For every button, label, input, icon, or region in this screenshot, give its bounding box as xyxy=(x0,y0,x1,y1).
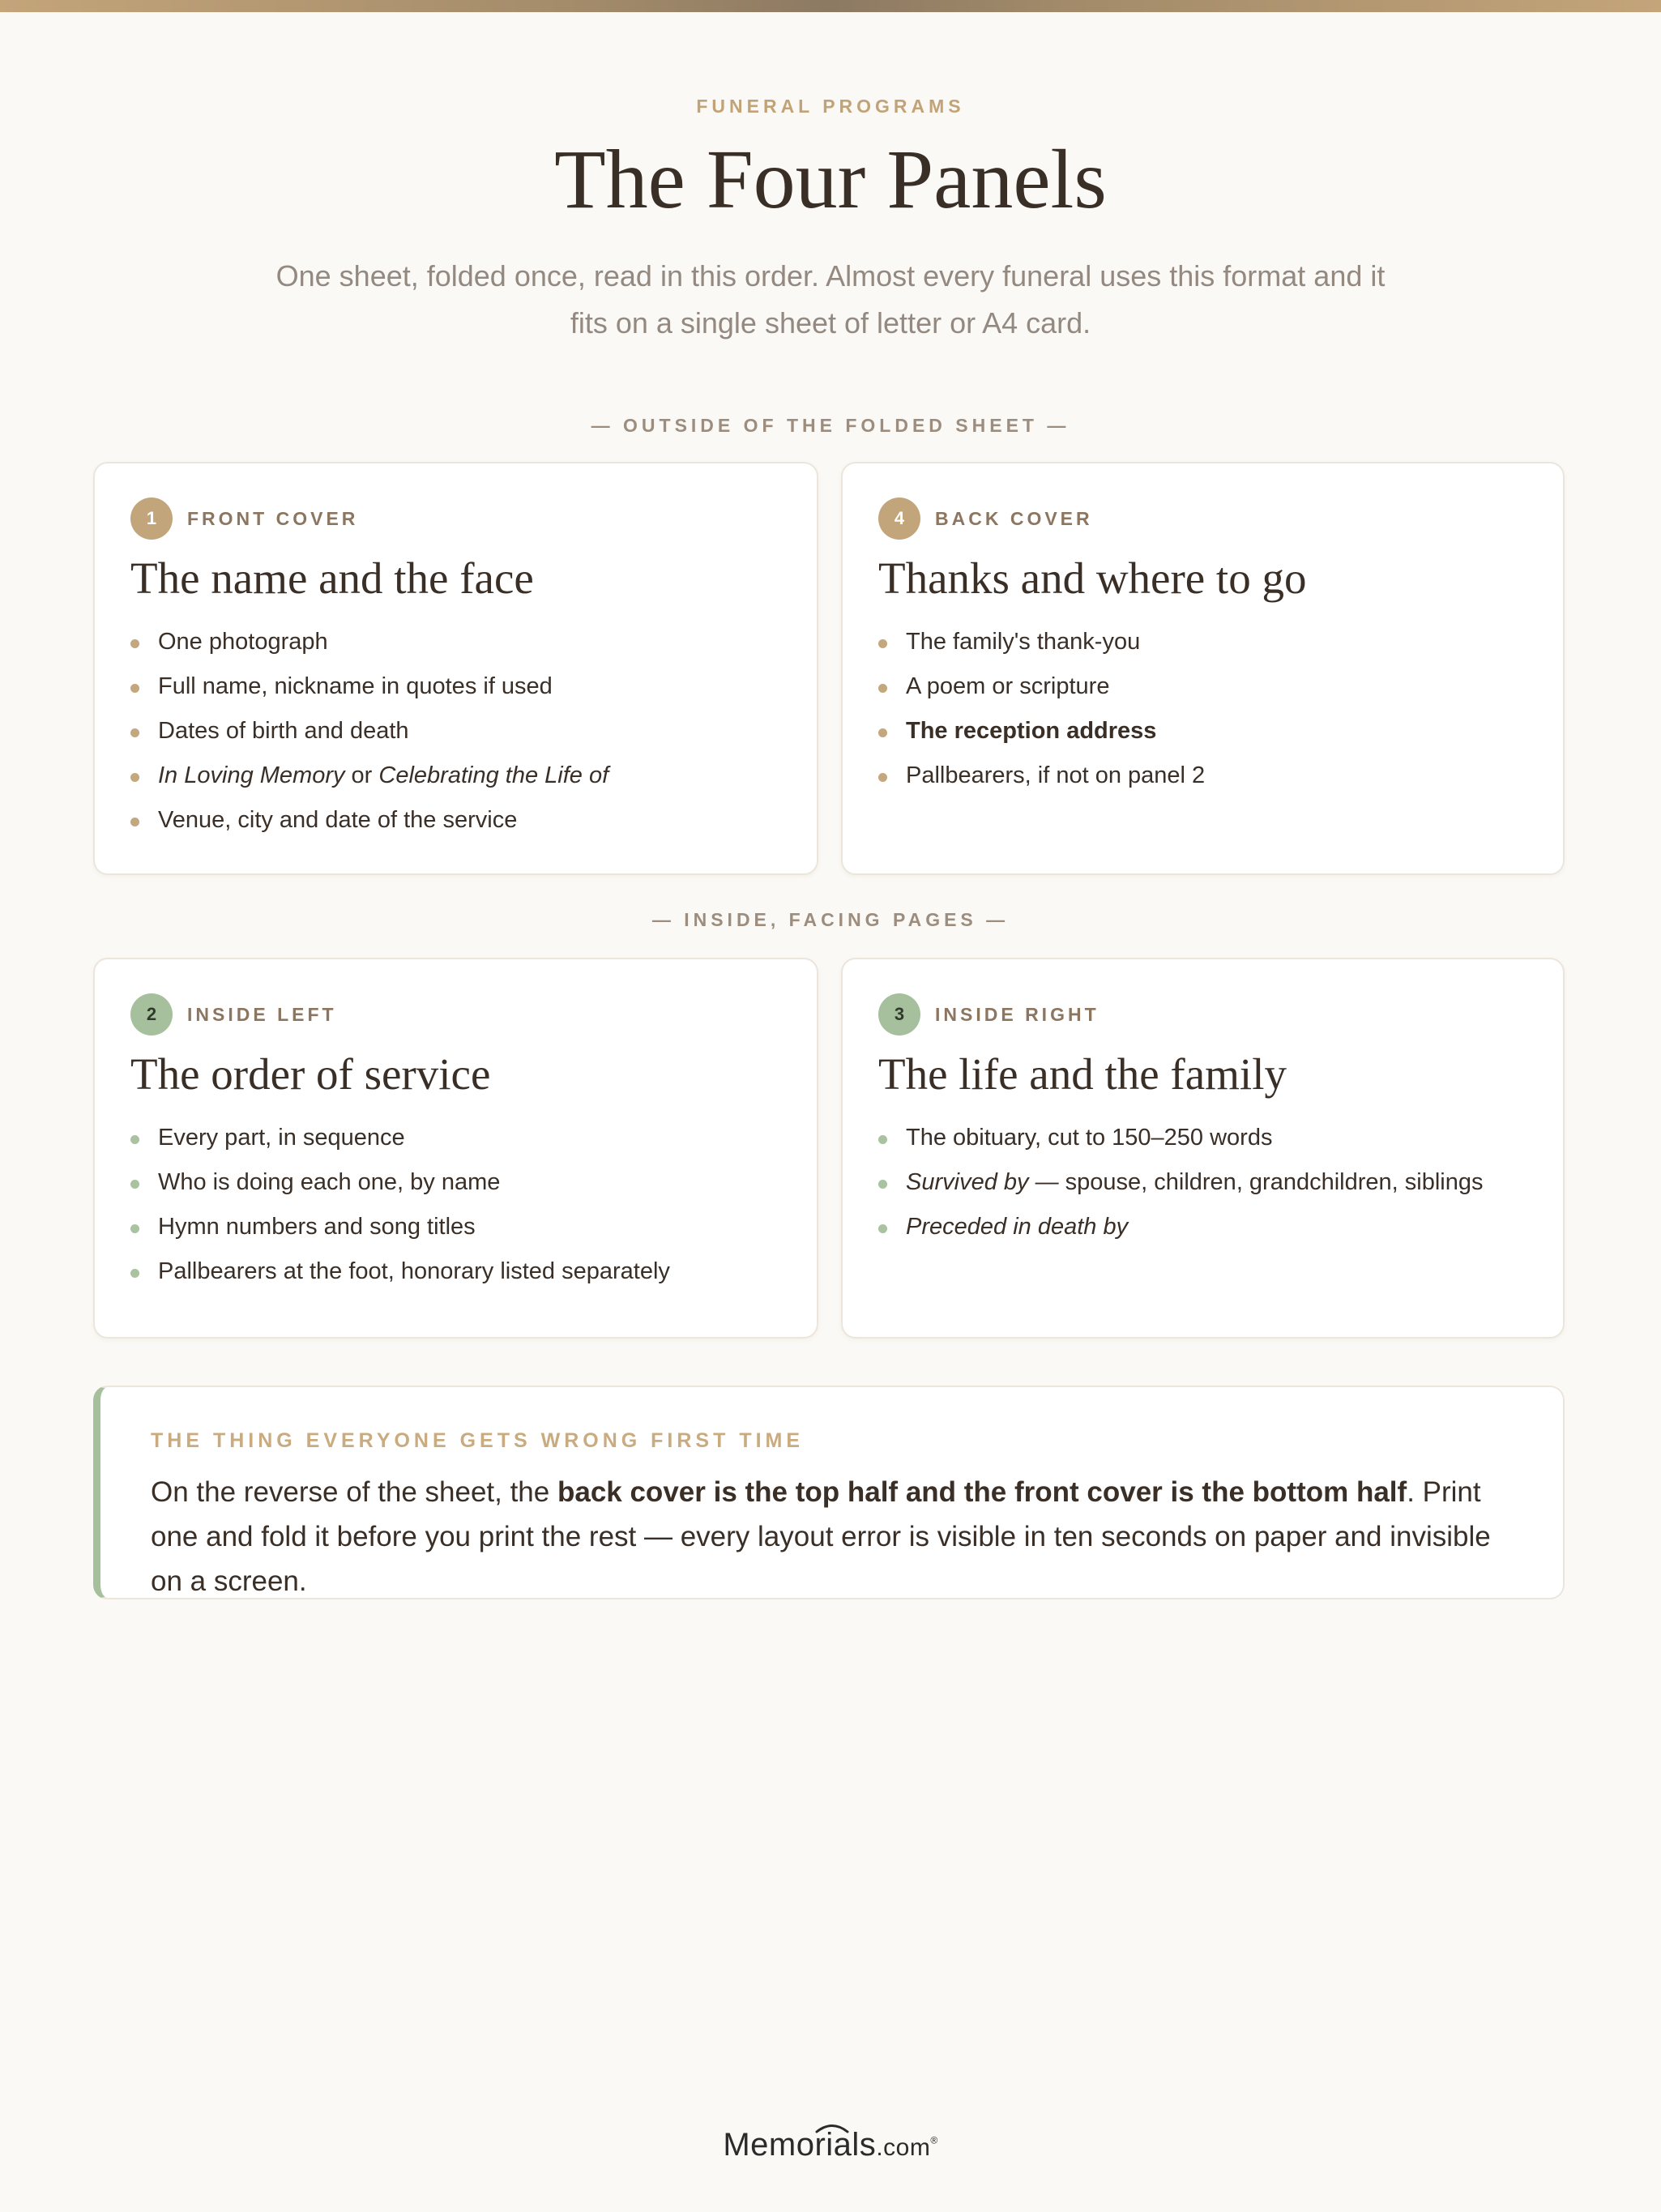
tip-body xyxy=(151,1470,1528,1603)
panel-card-back-cover xyxy=(841,462,1565,875)
panel-title: The name and the face xyxy=(130,553,534,603)
panel-number-badge: 1 xyxy=(130,497,173,540)
panel-label: FRONT COVER xyxy=(187,507,359,529)
list-item: Pallbearers at the foot, honorary listed separately xyxy=(130,1249,670,1294)
tip-text: On the reverse of the sheet, the xyxy=(151,1476,557,1508)
italic-text: Preceded in death by xyxy=(906,1214,1129,1240)
list-item: The obituary, cut to 150–250 words xyxy=(878,1116,1483,1160)
page-subtitle: One sheet, folded once, read in this order. Almost every funeral uses this format and it fits on a single sheet of letter or A4 card. xyxy=(275,259,1386,339)
panel-item-list xyxy=(878,1116,1483,1249)
italic-text: Celebrating the Life of xyxy=(378,762,609,788)
eyebrow-label: FUNERAL PROGRAMS xyxy=(696,96,965,117)
list-item: Full name, nickname in quotes if used xyxy=(130,664,608,709)
list-item: Who is doing each one, by name xyxy=(130,1160,670,1205)
panel-item-list xyxy=(130,1116,670,1294)
list-item: Every part, in sequence xyxy=(130,1116,670,1160)
panel-label: INSIDE LEFT xyxy=(187,1003,337,1025)
list-item: Venue, city and date of the service xyxy=(130,798,608,843)
panel-card-front-cover xyxy=(93,462,818,875)
panel-item-list xyxy=(878,620,1205,798)
section-divider-outside: — OUTSIDE OF THE FOLDED SHEET — xyxy=(591,415,1070,436)
panel-item-list xyxy=(130,620,608,843)
tip-callout xyxy=(93,1386,1565,1599)
list-item: Pallbearers, if not on panel 2 xyxy=(878,754,1205,798)
list-item: The family's thank-you xyxy=(878,620,1205,664)
tip-heading: THE THING EVERYONE GETS WRONG FIRST TIME xyxy=(151,1429,805,1452)
panel-header xyxy=(878,497,1093,540)
list-item: Dates of birth and death xyxy=(130,709,608,754)
panel-title: Thanks and where to go xyxy=(878,553,1307,603)
list-item: The reception address xyxy=(878,709,1205,754)
panel-card-inside-right xyxy=(841,958,1565,1339)
plain-text: or xyxy=(344,762,379,788)
panel-card-inside-left xyxy=(93,958,818,1339)
list-item xyxy=(130,754,608,798)
page-title: The Four Panels xyxy=(554,133,1107,226)
list-item: A poem or scripture xyxy=(878,664,1205,709)
list-item: One photograph xyxy=(130,620,608,664)
list-item: Hymn numbers and song titles xyxy=(130,1205,670,1249)
section-divider-inside: — INSIDE, FACING PAGES — xyxy=(651,909,1010,930)
panel-header xyxy=(130,497,358,540)
panel-title: The life and the family xyxy=(878,1049,1287,1099)
panel-header xyxy=(878,993,1100,1036)
plain-text: — spouse, children, grandchildren, siblings xyxy=(1028,1169,1484,1195)
panel-title: The order of service xyxy=(130,1049,491,1099)
panel-number-badge: 2 xyxy=(130,993,173,1036)
list-item xyxy=(878,1205,1483,1249)
panel-number-badge: 4 xyxy=(878,497,920,540)
panel-number-badge: 3 xyxy=(878,993,920,1036)
memorials-logo[interactable] xyxy=(0,2127,1661,2163)
logo-suffix: .com xyxy=(876,2134,931,2161)
italic-text: In Loving Memory xyxy=(158,762,345,788)
panel-header xyxy=(130,993,337,1036)
panel-label: INSIDE RIGHT xyxy=(935,1003,1100,1025)
italic-text: Survived by xyxy=(906,1169,1029,1195)
logo-registered-mark: ® xyxy=(930,2134,938,2146)
tip-text: . Print one and fold it before you print the rest — every layout error is visible in ten seconds on paper and invisible on a screen. xyxy=(151,1476,1491,1597)
panel-label: BACK COVER xyxy=(935,507,1093,529)
logo-wordmark: Memorials xyxy=(723,2127,877,2163)
tip-bold-text: back cover is the top half and the front cover is the bottom half xyxy=(557,1476,1407,1508)
top-accent-bar xyxy=(0,0,1661,12)
list-item xyxy=(878,1160,1483,1205)
